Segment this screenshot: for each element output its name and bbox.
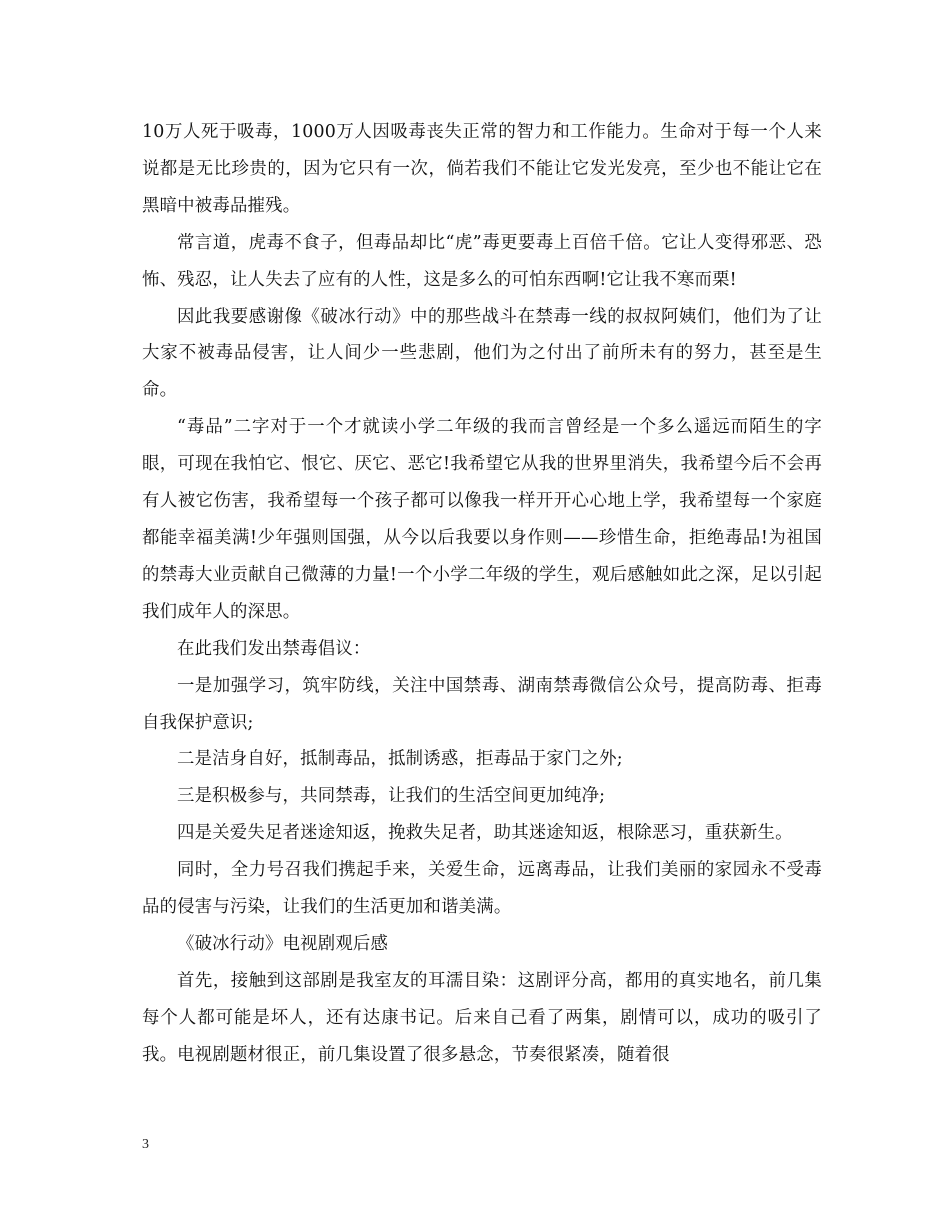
section-heading: 《破冰行动》电视剧观后感 (177, 933, 389, 954)
paragraph-1: 10万人死于吸毒，1000万人因吸毒丧失正常的智力和工作能力。生命对于每一个人来说都是无比珍贵的，因为它只有一次，倘若我们不能让它发光发亮，至少也不能让它在黑暗中被毒品摧残。 (142, 122, 822, 216)
paragraph-8: 三是积极参与，共同禁毒，让我们的生活空间更加纯净; (177, 786, 606, 807)
paragraph-10: 同时，全力号召我们携起手来，关爱生命，远离毒品，让我们美丽的家园永不受毒品的侵害与污染，让我们的生活更加和谐美满。 (142, 860, 822, 918)
paragraph-4: “毒品”二字对于一个才就读小学二年级的我而言曾经是一个多么遥远而陌生的字眼，可现在我怕它、恨它、厌它、恶它!我希望它从我的世界里消失，我希望今后不会再有人被它伤害，我希望每一个孩子都可以像我一样开开心心地上学，我希望每一个家庭都能幸福美满!少年强则国强，从今以后我要以身作则——珍惜生命，拒绝毒品!为祖国的禁毒大业贡献自己微薄的力量!一个小学二年级的学生，观后感触如此之深，足以引起我们成年人的深思。 (142, 417, 822, 622)
paragraph-9: 四是关爱失足者迷途知返，挽救失足者，助其迷途知返，根除恶习，重获新生。 (177, 823, 793, 844)
paragraph-6: 一是加强学习，筑牢防线，关注中国禁毒、湖南禁毒微信公众号，提高防毒、拒毒自我保护意识; (142, 675, 822, 733)
paragraph-3: 因此我要感谢像《破冰行动》中的那些战斗在禁毒一线的叔叔阿姨们，他们为了让大家不被毒品侵害，让人间少一些悲剧，他们为之付出了前所未有的努力，甚至是生命。 (142, 306, 822, 401)
paragraph-5: 在此我们发出禁毒倡议： (177, 638, 371, 659)
paragraph-2: 常言道，虎毒不食子，但毒品却比“虎”毒更要毒上百倍千倍。它让人变得邪恶、恐怖、残忍，让人失去了应有的人性，这是多么的可怕东西啊!它让我不寒而栗! (142, 232, 822, 290)
document-body (142, 114, 822, 1074)
page-number: 3 (142, 1137, 149, 1152)
paragraph-7: 二是洁身自好，抵制毒品，抵制诱惑，拒毒品于家门之外; (177, 749, 623, 770)
paragraph-12: 首先，接触到这部剧是我室友的耳濡目染：这剧评分高，都用的真实地名，前几集每个人都可能是坏人，还有达康书记。后来自己看了两集，剧情可以，成功的吸引了我。电视剧题材很正，前几集设置了很多悬念，节奏很紧凑，随着很 (142, 970, 822, 1065)
